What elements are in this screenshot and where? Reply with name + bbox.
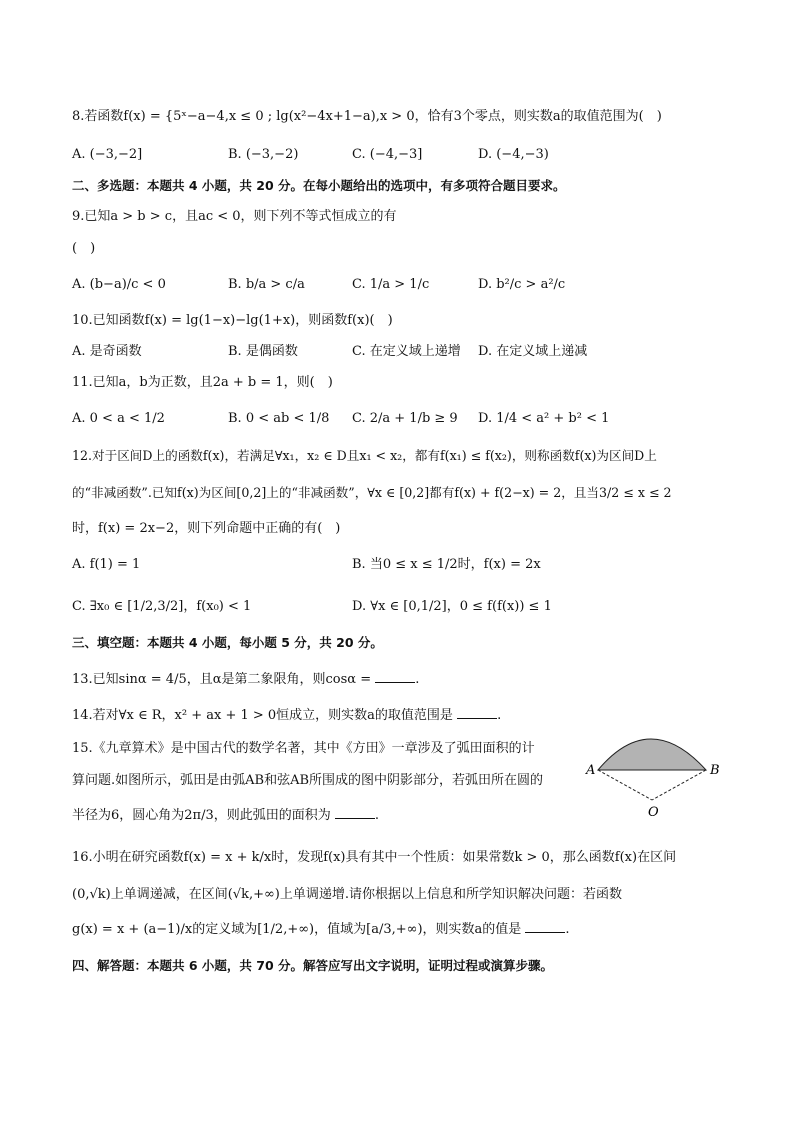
q11-option-d: D. 1/4 < a² + b² < 1 bbox=[478, 411, 610, 426]
q12-option-d: D. ∀x ∈ [0,1/2]，0 ≤ f(f(x)) ≤ 1 bbox=[352, 599, 552, 614]
q10-option-a: A. 是奇函数 bbox=[72, 344, 142, 359]
section-4-heading: 四、解答题：本题共 6 小题，共 70 分。解答应写出文字说明，证明过程或演算步骤。 bbox=[72, 958, 554, 973]
label-b: B bbox=[710, 763, 720, 778]
q16-answer-blank[interactable] bbox=[525, 920, 565, 933]
q9-stem: 9.已知a > b > c，且ac < 0，则下列不等式恒成立的有 bbox=[72, 209, 397, 224]
q13-text: 13.已知sinα = 4/5，且α是第二象限角，则cosα = bbox=[72, 672, 372, 687]
q8-stem-text: 8.若函数f(x) = {5ˣ−a−4,x ≤ 0 ; lg(x²−4x+1−a),x > 0，恰有3个零点，则实数a的取值范围为( ) bbox=[72, 109, 662, 124]
q11-option-a: A. 0 < a < 1/2 bbox=[72, 411, 165, 426]
q8-stem bbox=[72, 108, 662, 126]
q9-option-d: D. b²/c > a²/c bbox=[478, 277, 566, 292]
q15-answer-blank[interactable] bbox=[335, 806, 375, 819]
q15-line-3-text: 半径为6，圆心角为2π/3，则此弧田的面积为 bbox=[72, 808, 331, 823]
arc-field-shaded-region bbox=[598, 739, 706, 770]
label-o: O bbox=[648, 805, 659, 820]
q8-option-d: D. (−4,−3) bbox=[478, 147, 549, 162]
q10-option-c: C. 在定义域上递增 bbox=[352, 344, 461, 359]
q9-option-a: A. (b−a)/c < 0 bbox=[72, 277, 166, 292]
q10-stem: 10.已知函数f(x) = lg(1−x)−lg(1+x)，则函数f(x)( ) bbox=[72, 313, 393, 328]
q10-option-d: D. 在定义域上递减 bbox=[478, 344, 588, 359]
q12-line-3: 时，f(x) = 2x−2，则下列命题中正确的有( ) bbox=[72, 521, 341, 536]
q16-line-1: 16.小明在研究函数f(x) = x + k/x时，发现f(x)具有其中一个性质：如果常数k > 0，那么函数f(x)在区间 bbox=[72, 850, 677, 865]
q15-line-2: 算问题.如图所示，弧田是由弧AB和弦AB所围成的图中阴影部分，若弧田所在圆的 bbox=[72, 773, 544, 788]
q16-period: . bbox=[565, 922, 570, 937]
q14-text: 14.若对∀x ∈ R，x² + ax + 1 > 0恒成立，则实数a的取值范围是 bbox=[72, 708, 453, 723]
label-a: A bbox=[586, 763, 596, 778]
q16-line-3 bbox=[72, 920, 570, 939]
q11-option-c: C. 2/a + 1/b ≥ 9 bbox=[352, 411, 458, 426]
q12-option-a: A. f(1) = 1 bbox=[72, 557, 141, 572]
q14-answer-blank[interactable] bbox=[457, 706, 497, 719]
q13-answer-blank[interactable] bbox=[375, 670, 415, 683]
q16-line-2: (0,√k)上单调递减，在区间(√k,+∞)上单调递增.请你根据以上信息和所学知识解决问题：若函数 bbox=[72, 887, 622, 902]
q12-option-c: C. ∃x₀ ∈ [1/2,3/2]，f(x₀) < 1 bbox=[72, 599, 252, 614]
q11-stem: 11.已知a，b为正数，且2a + b = 1，则( ) bbox=[72, 375, 333, 390]
q15-period: . bbox=[374, 808, 380, 823]
q12-option-b: B. 当0 ≤ x ≤ 1/2时，f(x) = 2x bbox=[352, 557, 541, 572]
arc-field-figure bbox=[582, 730, 732, 820]
q16-line-3-text: g(x) = x + (a−1)/x的定义域为[1/2,+∞)，值域为[a/3,+∞)，则实数a的值是 bbox=[72, 922, 522, 937]
q12-line-1: 12.对于区间D上的函数f(x)，若满足∀x₁，x₂ ∈ D且x₁ < x₂，都有f(x₁) ≤ f(x₂)，则称函数f(x)为区间D上 bbox=[72, 448, 657, 463]
q8-option-a: A. (−3,−2] bbox=[72, 147, 143, 162]
section-2-heading: 二、多选题：本题共 4 小题，共 20 分。在每小题给出的选项中，有多项符合题目要求。 bbox=[72, 178, 566, 193]
q15-line-3 bbox=[72, 806, 379, 825]
q8-option-b: B. (−3,−2) bbox=[228, 147, 299, 162]
q12-line-2: 的“非减函数”.已知f(x)为区间[0,2]上的“非减函数”，∀x ∈ [0,2]都有f(x) + f(2−x) = 2，且当3/2 ≤ x ≤ 2 bbox=[72, 485, 672, 500]
q9-option-b: B. b/a > c/a bbox=[228, 277, 305, 292]
q13-stem bbox=[72, 670, 419, 689]
q8-option-c: C. (−4,−3] bbox=[352, 147, 423, 162]
q15-line-1: 15.《九章算术》是中国古代的数学名著，其中《方田》一章涉及了弧田面积的计 bbox=[72, 741, 535, 756]
q11-option-b: B. 0 < ab < 1/8 bbox=[228, 411, 330, 426]
q13-period: . bbox=[415, 672, 420, 687]
section-3-heading: 三、填空题：本题共 4 小题，每小题 5 分，共 20 分。 bbox=[72, 635, 383, 650]
radius-oa bbox=[598, 770, 652, 800]
q10-option-b: B. 是偶函数 bbox=[228, 344, 298, 359]
radius-ob bbox=[652, 770, 706, 800]
q9-option-c: C. 1/a > 1/c bbox=[352, 277, 430, 292]
q9-paren: ( ) bbox=[72, 241, 96, 256]
q14-stem bbox=[72, 706, 501, 725]
q14-period: . bbox=[497, 708, 502, 723]
